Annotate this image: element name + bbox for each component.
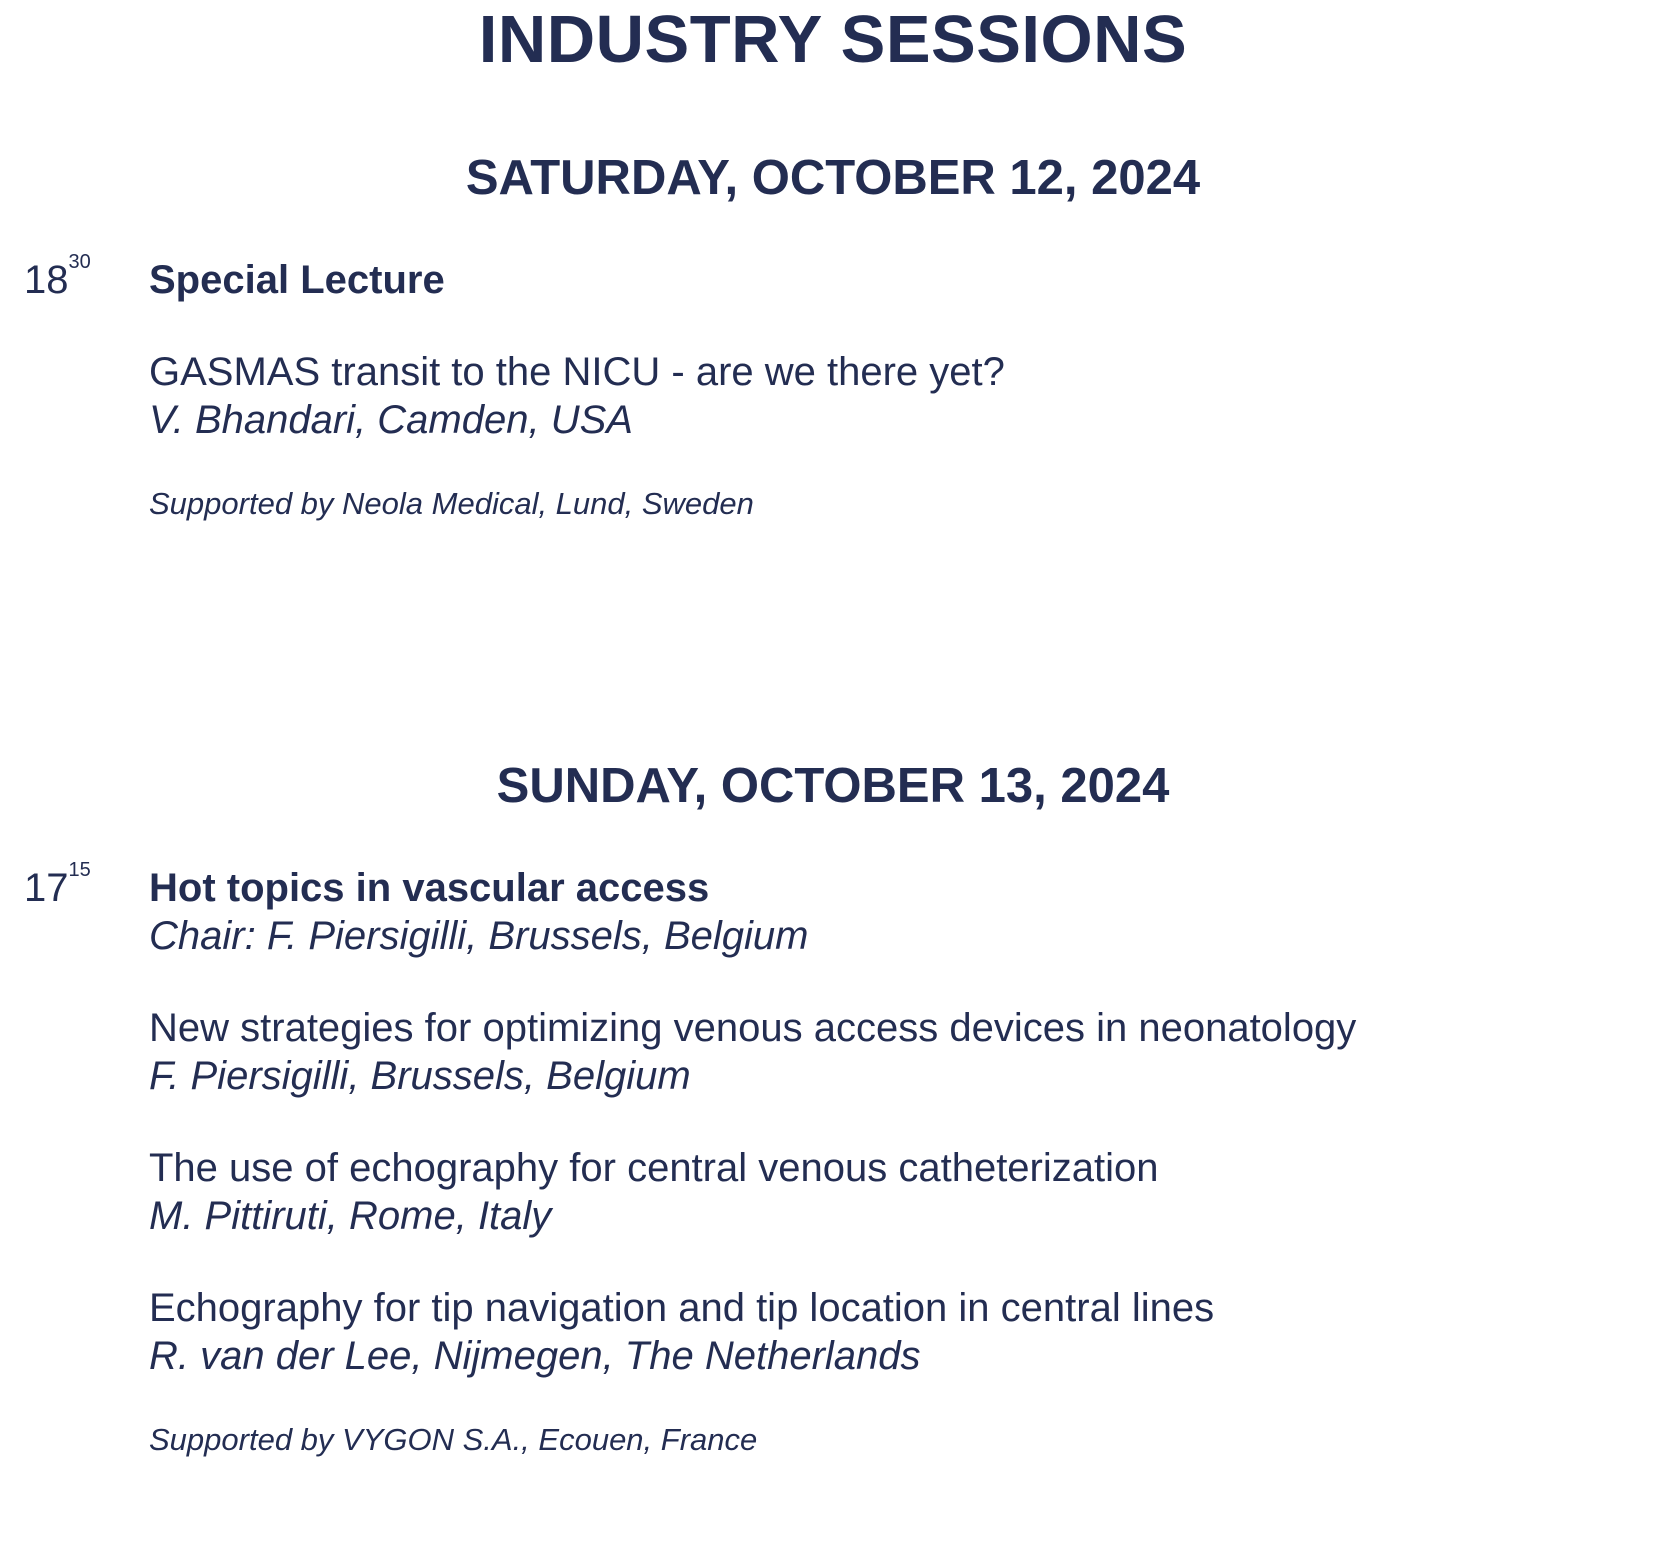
session-title: Special Lecture: [149, 258, 445, 302]
session-title: Hot topics in vascular access: [149, 866, 710, 910]
sponsor-note: Supported by VYGON S.A., Ecouen, France: [149, 1422, 758, 1457]
session-time-hour: 17: [24, 866, 69, 910]
talk-item: [149, 1144, 1629, 1240]
day-heading-sunday: SUNDAY, OCTOBER 13, 2024: [496, 759, 1170, 813]
talk-speaker: R. van der Lee, Nijmegen, The Netherlands: [149, 1334, 921, 1378]
talk-item: [149, 1284, 1629, 1380]
talk-title: New strategies for optimizing venous access devices in neonatology: [149, 1006, 1357, 1050]
talk-speaker: V. Bhandari, Camden, USA: [149, 398, 633, 442]
session-time: [24, 251, 91, 304]
session-time-minutes: 15: [68, 859, 91, 881]
talk-speaker: F. Piersigilli, Brussels, Belgium: [149, 1054, 691, 1098]
day-heading-saturday: SATURDAY, OCTOBER 12, 2024: [465, 151, 1201, 205]
session-special-lecture: [149, 256, 1629, 524]
session-time: [24, 859, 91, 912]
talk-speaker: M. Pittiruti, Rome, Italy: [149, 1194, 552, 1238]
sponsor-note: Supported by Neola Medical, Lund, Sweden: [149, 486, 754, 521]
talk-title: The use of echography for central venous catheterization: [149, 1146, 1159, 1190]
page-title: INDUSTRY SESSIONS: [478, 2, 1188, 77]
talk-item: [149, 348, 1629, 444]
session-hot-topics: [149, 864, 1629, 1460]
session-time-hour: 18: [24, 258, 69, 302]
session-chair: Chair: F. Piersigilli, Brussels, Belgium: [149, 914, 809, 958]
talk-item: [149, 1004, 1629, 1100]
talk-title: Echography for tip navigation and tip location in central lines: [149, 1286, 1215, 1330]
session-time-minutes: 30: [68, 251, 91, 273]
talk-title: GASMAS transit to the NICU - are we there yet?: [149, 350, 1005, 394]
